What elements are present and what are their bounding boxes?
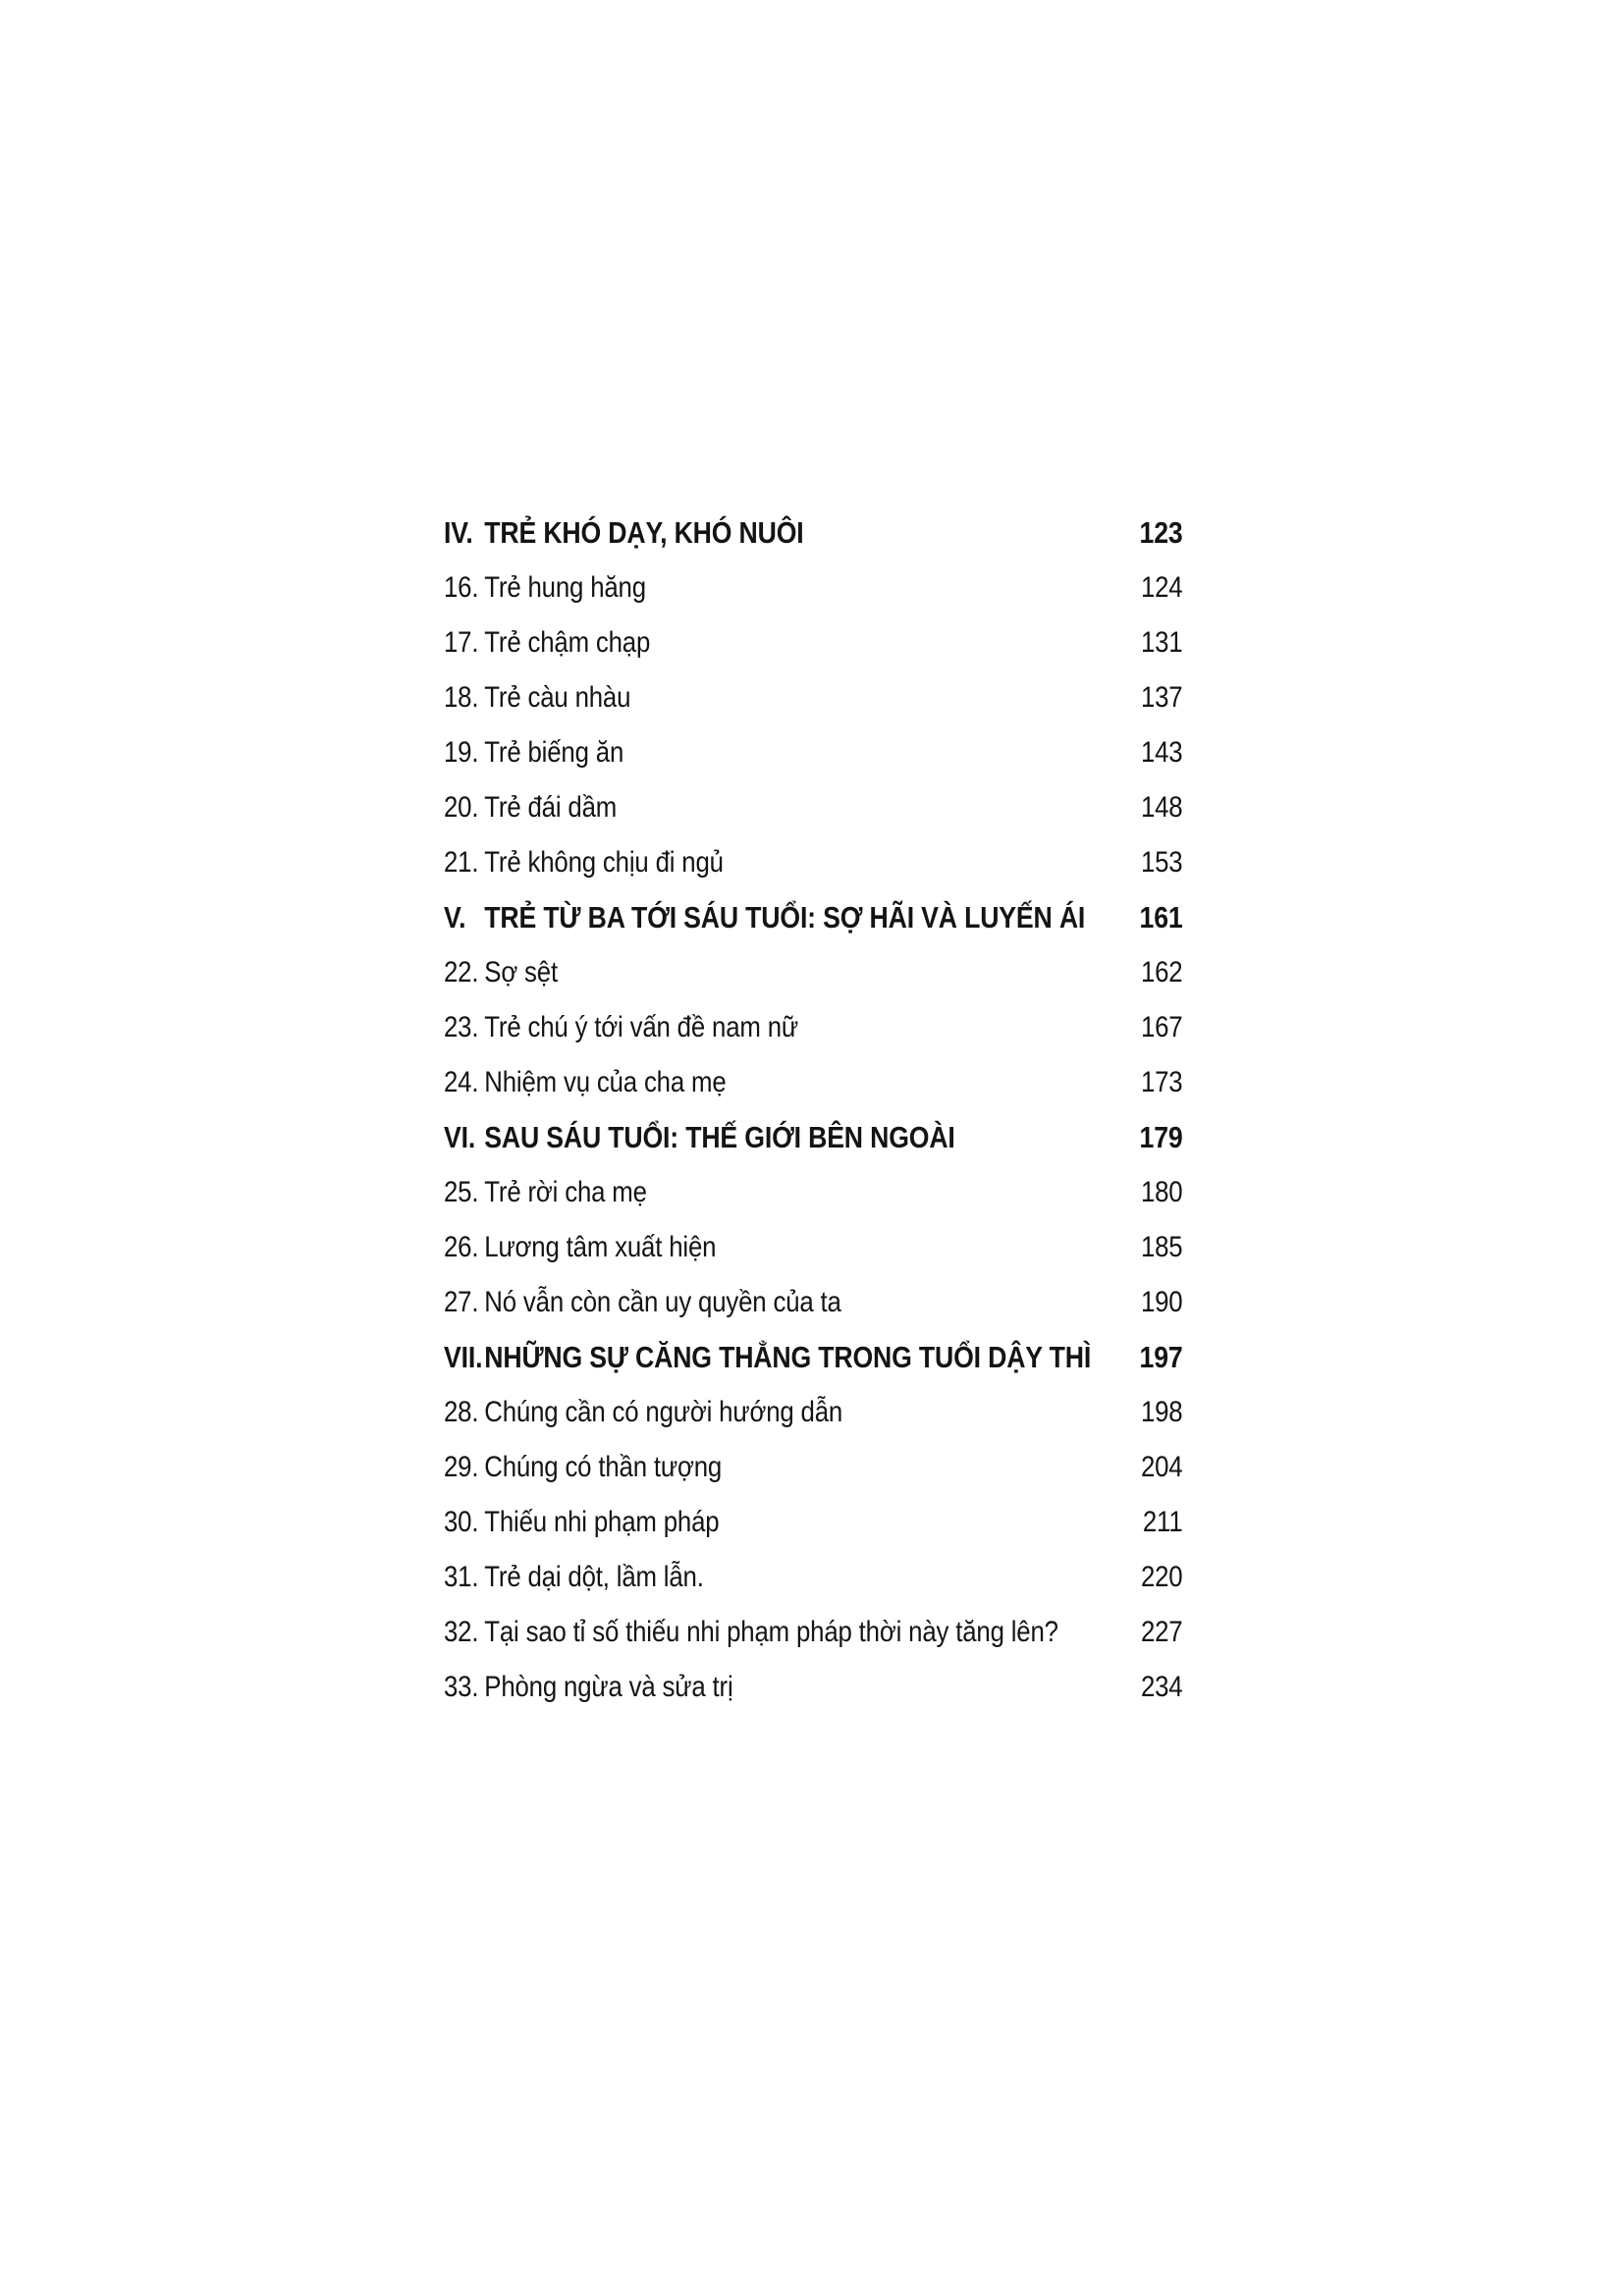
toc-chapter-row (444, 1000, 1183, 1055)
toc-chapter-row (444, 1495, 1183, 1550)
toc-chapter-row (444, 615, 1183, 670)
toc-entry-number: 31. (444, 1561, 479, 1593)
toc-entry-title: Chúng có thần tượng (484, 1451, 723, 1483)
toc-entry-number: IV. (444, 515, 473, 550)
toc-chapter-row (444, 1605, 1183, 1660)
toc-entry-number: 28. (444, 1396, 479, 1428)
toc-entry-title: SAU SÁU TUỔI: THẾ GIỚI BÊN NGOÀI (484, 1120, 955, 1154)
toc-entry-number: 32. (444, 1616, 479, 1648)
toc-part-row (444, 890, 1183, 945)
toc-entry-number: 24. (444, 1066, 479, 1098)
toc-entry-page: 185 (1140, 1231, 1183, 1263)
toc-entry-number: 30. (444, 1506, 479, 1538)
toc-entry-page: 162 (1140, 956, 1183, 988)
toc-entry-title: Trẻ chậm chạp (484, 626, 651, 659)
toc-entry-number: 17. (444, 626, 479, 659)
toc-chapter-row (444, 1055, 1183, 1110)
table-of-contents (444, 506, 1182, 1715)
toc-entry-page: 123 (1139, 515, 1183, 550)
toc-chapter-row (444, 1440, 1183, 1495)
toc-entry-title: Trẻ chú ý tới vấn đề nam nữ (484, 1011, 798, 1043)
toc-chapter-row (444, 1550, 1183, 1605)
toc-entry-page: 180 (1140, 1176, 1183, 1208)
toc-entry-page: 143 (1140, 736, 1183, 769)
toc-chapter-row (444, 780, 1183, 835)
toc-entry-title: Chúng cần có người hướng dẫn (484, 1396, 843, 1428)
toc-entry-page: 220 (1140, 1561, 1183, 1593)
toc-entry-number: 29. (444, 1451, 479, 1483)
toc-entry-page: 124 (1140, 571, 1183, 604)
toc-entry-title: Lương tâm xuất hiện (484, 1231, 717, 1263)
toc-entry-page: 131 (1140, 626, 1183, 659)
toc-entry-title: TRẺ KHÓ DẠY, KHÓ NUÔI (484, 515, 804, 550)
toc-chapter-row (444, 1165, 1183, 1220)
toc-entry-page: 234 (1140, 1671, 1183, 1703)
toc-entry-page: 148 (1140, 791, 1183, 824)
toc-chapter-row (444, 1660, 1183, 1715)
toc-entry-title: Phòng ngừa và sửa trị (484, 1671, 733, 1703)
toc-entry-page: 211 (1142, 1506, 1183, 1538)
toc-entry-title: Nó vẫn còn cần uy quyền của ta (484, 1286, 841, 1318)
toc-entry-title: Trẻ không chịu đi ngủ (484, 846, 724, 879)
toc-entry-number: 23. (444, 1011, 479, 1043)
toc-entry-page: 137 (1140, 681, 1183, 714)
toc-entry-page: 204 (1140, 1451, 1183, 1483)
toc-entry-number: V. (444, 900, 466, 934)
toc-entry-title: Trẻ hung hăng (484, 571, 646, 604)
toc-entry-number: 26. (444, 1231, 479, 1263)
toc-entry-title: NHỮNG SỰ CĂNG THẲNG TRONG TUỔI DẬY THÌ (484, 1340, 1092, 1374)
toc-entry-page: 179 (1139, 1120, 1183, 1154)
toc-entry-number: 18. (444, 681, 479, 714)
toc-entry-page: 197 (1139, 1340, 1183, 1374)
toc-entry-title: Trẻ dại dột, lầm lẫn. (484, 1561, 704, 1593)
toc-chapter-row (444, 835, 1183, 890)
toc-entry-title: Nhiệm vụ của cha mẹ (484, 1066, 727, 1098)
toc-entry-title: Trẻ biếng ăn (484, 736, 624, 769)
toc-part-row (444, 1330, 1183, 1385)
toc-entry-number: VI. (444, 1120, 476, 1154)
toc-part-row (444, 506, 1183, 561)
toc-entry-page: 167 (1140, 1011, 1183, 1043)
toc-chapter-row (444, 1385, 1183, 1440)
toc-entry-page: 161 (1139, 900, 1183, 934)
toc-chapter-row (444, 1275, 1183, 1330)
toc-entry-number: 27. (444, 1286, 479, 1318)
toc-entry-number: 16. (444, 571, 479, 604)
toc-chapter-row (444, 1220, 1183, 1275)
toc-entry-title: TRẺ TỪ BA TỚI SÁU TUỔI: SỢ HÃI VÀ LUYẾN ÁI (484, 900, 1086, 934)
toc-chapter-row (444, 945, 1183, 1000)
toc-entry-page: 173 (1140, 1066, 1183, 1098)
toc-entry-page: 153 (1140, 846, 1183, 879)
toc-entry-page: 198 (1140, 1396, 1183, 1428)
toc-entry-number: 22. (444, 956, 479, 988)
toc-part-row (444, 1110, 1183, 1165)
toc-chapter-row (444, 670, 1183, 725)
toc-entry-title: Trẻ rời cha mẹ (484, 1176, 647, 1208)
toc-entry-number: 19. (444, 736, 479, 769)
toc-entry-number: 20. (444, 791, 479, 824)
toc-chapter-row (444, 561, 1183, 615)
toc-entry-title: Trẻ đái dầm (484, 791, 618, 824)
toc-entry-title: Thiếu nhi phạm pháp (484, 1506, 720, 1538)
toc-entry-number: 21. (444, 846, 479, 879)
toc-entry-number: VII. (444, 1340, 483, 1374)
toc-entry-number: 25. (444, 1176, 479, 1208)
toc-entry-title: Trẻ càu nhàu (484, 681, 631, 714)
toc-chapter-row (444, 725, 1183, 780)
toc-entry-page: 190 (1140, 1286, 1183, 1318)
toc-entry-title: Sợ sệt (484, 956, 558, 988)
toc-entry-title: Tại sao tỉ số thiếu nhi phạm pháp thời này tăng lên? (484, 1616, 1058, 1648)
toc-entry-number: 33. (444, 1671, 479, 1703)
toc-entry-page: 227 (1140, 1616, 1183, 1648)
